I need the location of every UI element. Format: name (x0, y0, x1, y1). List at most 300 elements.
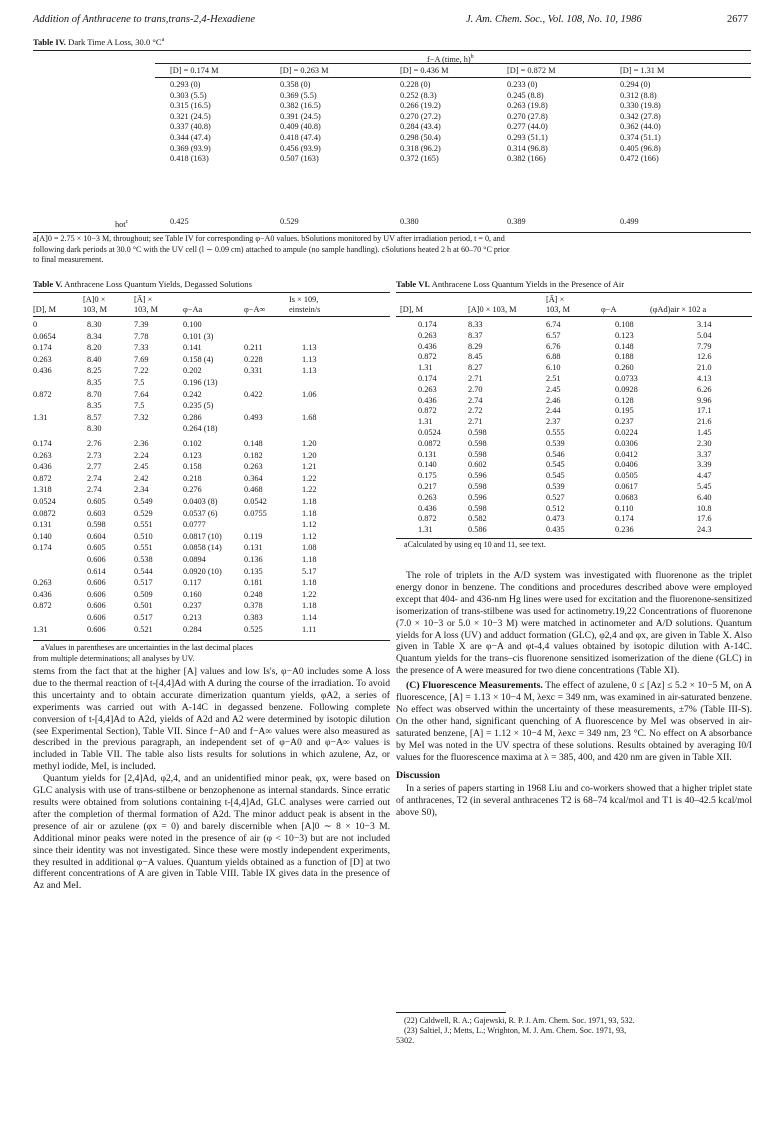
table-v-cell: 7.39 (134, 320, 149, 329)
table-vi-cell: 4.13 (697, 374, 712, 383)
table-v-cell: 8.25 (87, 366, 102, 376)
table-iv-cell: 0.369 (5.5) (280, 90, 317, 100)
table-v-cell: 0.0858 (14) (183, 543, 222, 553)
running-header-title: Addition of Anthracene to trans,trans-2,4-Hexadiene (33, 14, 256, 25)
table-v-cell: 7.33 (134, 343, 149, 353)
table-vi-cell: 0.263 (418, 492, 437, 502)
table-v-cell: 1.11 (302, 624, 317, 634)
table-iv-cell: 0.321 (24.5) (170, 111, 211, 121)
table-v-cell: 0.123 (183, 450, 202, 460)
table-v-column-header: Is × 109, (289, 295, 319, 304)
table-v-cell: 0.211 (244, 343, 263, 353)
table-v-cell: 0.378 (244, 601, 263, 611)
table-v-cell: 8.57 (87, 412, 102, 422)
table-v-cell: 1.22 (302, 473, 317, 483)
table-vi-cell: 3.14 (697, 320, 712, 329)
table-v-cell: 0.529 (134, 508, 153, 518)
table-vi-cell: 0.174 (418, 374, 437, 383)
left-column-text (33, 666, 390, 892)
table-vi-cell: 6.10 (546, 363, 561, 373)
table-iv-cell: 0.315 (16.5) (170, 101, 211, 111)
table-iv-caption: Table IV. Dark Time A Loss, 30.0 $^\circ C^a$ (33, 37, 165, 47)
table-vi-cell: 4.47 (697, 471, 712, 481)
table-vi-cell: 0.0524 (418, 428, 441, 437)
table-iv-hot-cell: 0.389 (507, 217, 526, 226)
table-iv-cell: 0.294 (0) (620, 80, 651, 89)
table-v-cell: 1.13 (302, 354, 317, 364)
footnote-rule (396, 1012, 506, 1013)
table-vi-cell: 0.545 (546, 471, 565, 481)
table-vi-cell: 2.51 (546, 374, 561, 383)
table-v-cell: 0.181 (244, 578, 263, 588)
table-vi-cell: 0.217 (418, 482, 437, 491)
table-vi-cell: 0.237 (615, 417, 634, 427)
table-v-cell: 0.0755 (244, 508, 267, 518)
table-v-cell: 7.78 (134, 331, 149, 341)
table-v-cell: 0.218 (183, 473, 202, 483)
table-v-cell: 0.501 (134, 601, 153, 611)
table-vi-cell: 2.46 (546, 395, 561, 405)
table-v-cell: 0.872 (33, 473, 52, 483)
table-iv-cell: 0.270 (27.8) (507, 111, 548, 121)
table-v-cell: 8.30 (87, 424, 102, 434)
table-v-cell: 0.102 (183, 439, 202, 448)
table-iv-cell: 0.382 (16.5) (280, 101, 321, 111)
table-iv-cell: 0.330 (19.8) (620, 101, 661, 111)
table-v-cell: 2.36 (134, 439, 149, 448)
table-v-cell: 0.517 (134, 613, 153, 622)
table-vi-cell: 8.33 (468, 320, 483, 329)
table-v-bottom-rule (33, 640, 390, 641)
table-v-cell: 0.160 (183, 589, 202, 599)
paragraph: In a series of papers starting in 1968 Liu and co-workers showed that a higher triplet state of anthracenes, T2 (in several anthracenes T2 is 68–74 kcal/mol and T1 is 40–42.5 kcal/mol above S0), (396, 783, 752, 819)
table-iv-cell: 0.266 (19.2) (400, 101, 441, 111)
table-v-cell: 0.0537 (6) (183, 508, 218, 518)
table-vi-column-header: 103, M (546, 305, 570, 314)
table-vi-cell: 0.436 (418, 341, 437, 351)
table-v-cell: 0.538 (134, 555, 153, 564)
table-v-cell: 2.42 (134, 473, 149, 483)
table-iv-top-rule (33, 50, 751, 51)
table-iv-cell: 0.358 (0) (280, 80, 311, 89)
table-iv-span-rule (155, 63, 751, 64)
table-iv-cell: 0.391 (24.5) (280, 111, 321, 121)
table-vi-cell: 2.70 (468, 384, 483, 394)
table-vi-header-rule (396, 316, 752, 317)
table-vi-caption: Table VI. Anthracene Loss Quantum Yields in the Presence of Air (396, 279, 625, 289)
table-iv-cell: 0.409 (40.8) (280, 122, 321, 132)
table-v-cell: 0.0920 (10) (183, 566, 222, 576)
table-vi-cell: 0.872 (418, 406, 437, 416)
table-v-cell: 0.0403 (8) (183, 497, 218, 506)
table-vi-cell: 0.0306 (615, 438, 638, 448)
table-iv-hot-cell: 0.380 (400, 217, 419, 226)
table-v-cell: 0.436 (33, 589, 52, 599)
table-iv-cell: 0.344 (47.4) (170, 133, 211, 142)
table-v-cell: 0.237 (183, 601, 202, 611)
table-v-cell: 0.383 (244, 613, 263, 622)
paragraph: The role of triplets in the A/D system was investigated with fluorenone as the triplet energy donor in benzene. The conditions and procedures described above were employed except that 404- and 436-nm Hg lines were used for excitation and the fluorenone-sensitized isomerization of trans-stilbene was used for actinometry.19,22 Concentrations of fluorenone (7.0 × 10−3 or 5.0 × 10−3 M) were matched in actinometer and A/D solutions. Quantum yields for A loss (UV) and adduct formation (GLC), φ2,4 and φx, are given in Table X. Also given in Table X are φ−A and φt-4,4 values obtained by isotopic dilution with A-14C. Quantum yields for the trans–cis fluorenone sensitized isomerization of the diene (GLC) in the presence of A were measured for two diene concentrations (Table XI). (396, 570, 752, 677)
table-vi-cell: 0.596 (468, 492, 487, 502)
table-v-cell: 0.436 (33, 462, 52, 472)
table-v-cell: 0.242 (183, 389, 202, 399)
table-vi-cell: 0.545 (546, 460, 565, 470)
table-v-cell: 0.517 (134, 578, 153, 588)
table-v-cell: 1.12 (302, 531, 317, 541)
table-vi-cell: 8.27 (468, 363, 483, 373)
table-iv-hot-cell: 0.529 (280, 217, 299, 226)
table-v-cell: 0.525 (244, 624, 263, 634)
table-vi-cell: 0.0683 (615, 492, 638, 502)
table-v-cell: 0 (33, 320, 38, 329)
table-vi-cell: 24.3 (697, 525, 712, 535)
table-iv-cell: 0.337 (40.8) (170, 122, 211, 132)
table-v-cell: 0.605 (87, 497, 106, 506)
table-v-footnote: aValues in parentheses are uncertainties in the last decimal places from multiple determinations; all analyses by UV. (33, 643, 253, 663)
table-vi-cell: 1.31 (418, 525, 433, 535)
table-v-cell: 0.872 (33, 389, 52, 399)
table-vi-cell: 0.0928 (615, 384, 638, 394)
table-iv-cell: 0.372 (165) (400, 154, 439, 164)
table-v-cell: 1.31 (33, 412, 48, 422)
table-v-cell: 0.148 (244, 439, 263, 448)
table-vi-cell: 8.45 (468, 352, 483, 362)
table-vi-cell: 0.0224 (615, 428, 638, 437)
table-v-cell: 1.18 (302, 508, 317, 518)
table-v-cell: 0.0654 (33, 331, 56, 341)
table-vi-cell: 0.473 (546, 514, 565, 524)
table-vi-cell: 5.45 (697, 482, 712, 491)
table-v-column-header: [A]0 × (83, 295, 106, 304)
table-v-cell: 2.77 (87, 462, 102, 472)
table-v-cell: 0.0777 (183, 520, 206, 530)
table-v-cell: 0.264 (18) (183, 424, 218, 434)
table-iv-cell: 0.293 (0) (170, 80, 201, 89)
table-v-cell: 8.35 (87, 401, 102, 411)
table-v-cell: 1.22 (302, 485, 317, 495)
table-iv-hot-cell: 0.425 (170, 217, 189, 226)
table-vi-cell: 7.79 (697, 341, 712, 351)
table-v-cell: 2.24 (134, 450, 149, 460)
reference-22: (22) Caldwell, R. A.; Gajewski, R. P. J. Am. Chem. Soc. 1971, 93, 532. (404, 1016, 635, 1025)
paragraph: Quantum yields for [2,4]Ad, φ2,4, and an unidentified minor peak, φx, were based on GLC analysis with use of trans-stilbene or benzophenone as internal standards. Since erratic results were obtained from solutions containing t-[4,4]Ad, GLC analyses were carried out after the completion of thermal formation of A2d. The minor adduct peak is absent in the presence of air or azulene (φx = 0) and barely discernible when [A]0 ∼ 8 × 10−3 M. Additional minor peaks were noted in the presence of air (φ < 10−3) but are not included since their identity was not investigated. Since these were mostly independent experiments, they resulted in additional φ−A values. Quantum yields obtained as a function of [D] at two different concentrations of A are given in Table VIII. Table IX gives data in the presence of Az and MeI. (33, 773, 390, 892)
table-v-cell: 0.0894 (183, 555, 206, 564)
table-v-cell: 0.0542 (244, 497, 267, 506)
table-vi-cell: 0.555 (546, 428, 565, 437)
table-vi-cell: 0.598 (468, 503, 487, 513)
table-iv-cell: 0.362 (44.0) (620, 122, 661, 132)
table-vi-cell: 0.0617 (615, 482, 638, 491)
table-v-cell: 0.604 (87, 531, 106, 541)
table-v-cell: 7.69 (134, 354, 149, 364)
table-v-cell: 8.35 (87, 378, 102, 387)
table-v-cell: 1.06 (302, 389, 317, 399)
table-v-cell: 7.5 (134, 378, 145, 387)
table-v-cell: 0.468 (244, 485, 263, 495)
table-v-cell: 0.551 (134, 520, 153, 530)
table-vi-cell: 6.40 (697, 492, 712, 502)
table-iv-hot-label: hot$^c$ (115, 219, 129, 229)
table-v-cell: 8.34 (87, 331, 102, 341)
table-v-cell: 0.603 (87, 508, 106, 518)
table-v-cell: 1.18 (302, 601, 317, 611)
table-vi-cell: 2.71 (468, 374, 483, 383)
table-vi-cell: 0.260 (615, 363, 634, 373)
table-iv-cell: 0.284 (43.4) (400, 122, 441, 132)
table-iv-hot-cell: 0.499 (620, 217, 639, 226)
table-vi-column-header: [Ā] × (546, 295, 565, 304)
table-vi-cell: 5.04 (697, 330, 712, 340)
table-vi-cell: 0.108 (615, 320, 634, 329)
table-iv-column-header: [D] = 0.263 M (280, 66, 329, 75)
table-v-cell: 2.74 (87, 485, 102, 495)
table-vi-cell: 0.188 (615, 352, 634, 362)
table-vi-cell: 1.45 (697, 428, 712, 437)
table-vi-column-header: [A]0 × 103, M (468, 305, 517, 314)
table-v-cell: 0.606 (87, 613, 106, 622)
table-iv-cell: 0.472 (166) (620, 154, 659, 164)
table-v-cell: 8.70 (87, 389, 102, 399)
table-v-cell: 0.606 (87, 589, 106, 599)
table-v-cell: 0.158 (183, 462, 202, 472)
table-v-cell: 0.544 (134, 566, 153, 576)
table-v-cell: 0.263 (33, 578, 52, 588)
table-vi-cell: 21.0 (697, 363, 712, 373)
table-v-cell: 0.263 (33, 450, 52, 460)
table-iv-cell: 0.382 (166) (507, 154, 546, 164)
table-v-cell: 2.74 (87, 473, 102, 483)
table-iv-cell: 0.245 (8.8) (507, 90, 544, 100)
table-v-cell: 0.286 (183, 412, 202, 422)
table-v-column-header: [Ā] × (134, 295, 153, 304)
table-vi-cell: 0.512 (546, 503, 565, 513)
table-v-cell: 0.551 (134, 543, 153, 553)
table-vi-cell: 0.436 (418, 503, 437, 513)
table-v-cell: 0.598 (87, 520, 106, 530)
table-iv-cell: 0.298 (50.4) (400, 133, 441, 142)
table-vi-cell: 0.527 (546, 492, 565, 502)
table-v-cell: 0.606 (87, 578, 106, 588)
table-vi-cell: 17.1 (697, 406, 712, 416)
table-vi-cell: 0.872 (418, 514, 437, 524)
table-v-cell: 1.08 (302, 543, 317, 553)
table-vi-cell: 12.6 (697, 352, 712, 362)
table-v-cell: 0.174 (33, 343, 52, 353)
table-iv-cell: 0.263 (19.8) (507, 101, 548, 111)
table-v-cell: 0.606 (87, 601, 106, 611)
table-v-cell: 0.521 (134, 624, 153, 634)
table-v-cell: 0.174 (33, 543, 52, 553)
table-v-cell: 0.100 (183, 320, 202, 329)
table-iv-cell: 0.252 (8.3) (400, 90, 437, 100)
table-vi-cell: 0.436 (418, 395, 437, 405)
table-v-cell: 1.18 (302, 497, 317, 506)
table-vi-bottom-rule (396, 538, 752, 539)
table-v-cell: 0.422 (244, 389, 263, 399)
table-iv-cell: 0.374 (51.1) (620, 133, 661, 142)
table-v-column-header: [D], M (33, 305, 57, 314)
table-vi-cell: 2.72 (468, 406, 483, 416)
table-iv-cell: 0.418 (47.4) (280, 133, 321, 142)
section-heading-fluorescence: (C) Fluorescence Measurements. (406, 680, 543, 692)
table-v-cell: 1.18 (302, 578, 317, 588)
table-vi-cell: 6.57 (546, 330, 561, 340)
table-vi-top-rule (396, 292, 752, 293)
table-iv-footnote: a[A]0 = 2.75 × 10−3 M, throughout; see Table IV for corresponding φ−A0 values. bSolutions monitored by UV after irradiation period, t = 0, and following dark periods at 30.0 °C with the UV cell (l ∼ 0.09 cm) attached to ampule (no sample handling). cSolutions heated 2 h at 60–70 °C prior to final measurement. (33, 234, 510, 265)
table-v-cell: 0.235 (5) (183, 401, 214, 411)
table-vi-cell: 6.26 (697, 384, 712, 394)
table-iv-cell: 0.312 (8.8) (620, 90, 657, 100)
table-v-column-header: φ−A∞ (244, 305, 266, 314)
table-vi-cell: 0.128 (615, 395, 634, 405)
table-v-cell: 1.13 (302, 366, 317, 376)
table-v-cell: 0.158 (4) (183, 354, 214, 364)
table-vi-cell: 8.37 (468, 330, 483, 340)
table-iv-column-header: [D] = 1.31 M (620, 66, 665, 75)
table-v-cell: 0.493 (244, 412, 263, 422)
table-v-cell: 0.136 (244, 555, 263, 564)
table-v-cell: 1.68 (302, 412, 317, 422)
table-iv-cell: 0.507 (163) (280, 154, 319, 164)
table-iv-cell: 0.303 (5.5) (170, 90, 207, 100)
table-vi-cell: 6.88 (546, 352, 561, 362)
table-v-cell: 1.20 (302, 450, 317, 460)
paragraph: stems from the fact that at the higher [A] values and low Is's, φ−A0 includes some A loss due to the thermal reaction of t-[4,4]Ad with A during the course of the irradiation. To avoid this uncertainty and to obtain accurate dimerization quantum yields, φA2, a series of experiments was carried out with A-14C in degassed benzene. Following complete conversion of t-[4,4]Ad to A2d, yields of A2d and A2 were determined by isotopic dilution (see Experimental Section), Table VII. Since f−A0 and f−A∞ values were also measured as described in the previous paragraph, an independent set of φ−A0 and φ−A∞ values is included in Table VII. The table also lists results for solutions in which azulene, Az, or methyl iodide, MeI, is included. (33, 666, 390, 773)
table-v-cell: 8.20 (87, 343, 102, 353)
table-v-cell: 1.13 (302, 343, 317, 353)
table-v-cell: 0.0524 (33, 497, 56, 506)
table-vi-cell: 0.598 (468, 449, 487, 459)
table-v-cell: 0.364 (244, 473, 263, 483)
table-iv-cell: 0.369 (93.9) (170, 143, 211, 153)
table-v-cell: 0.509 (134, 589, 153, 599)
table-vi-cell: 0.586 (468, 525, 487, 535)
table-v-cell: 0.174 (33, 439, 52, 448)
table-v-cell: 7.32 (134, 412, 149, 422)
table-v-cell: 0.276 (183, 485, 202, 495)
table-v-cell: 0.0872 (33, 508, 56, 518)
table-v-column-header: einstein/s (289, 305, 321, 314)
paragraph: (C) Fluorescence Measurements. The effect of azulene, 0 ≤ [Az] ≤ 5.2 × 10−5 M, on A fluorescence, [A] = 1.13 × 10−4 M, λexc = 349 nm, was examined in air-saturated benzene. No effect was observed within the uncertainty of these measurements, ±7% (Table III-S). On the other hand, significant quenching of A fluorescence by MeI was observed in air-saturated benzene, [A] = 1.12 × 10−4 M, λexc = 349 nm, 23 °C. No effect on A absorbance by MeI was noted in the UV spectra of these solutions. Results obtained by averaging I0/I values for the fluorescence maxima at λ = 385, 400, and 420 nm are given in Table XII. (396, 680, 752, 763)
table-v-top-rule (33, 292, 390, 293)
table-v-cell: 0.549 (134, 497, 153, 506)
table-iv-header-rule (155, 77, 751, 78)
reference-23-cont: 5302. (396, 1036, 415, 1046)
table-v-cell: 0.131 (33, 520, 52, 530)
table-iv-cell: 0.318 (96.2) (400, 143, 441, 153)
table-v-caption: Table V. Anthracene Loss Quantum Yields, Degassed Solutions (33, 279, 252, 289)
table-v-cell: 7.5 (134, 401, 145, 411)
table-vi-cell: 0.174 (615, 514, 634, 524)
table-vi-cell: 6.76 (546, 341, 561, 351)
table-v-cell: 0.605 (87, 543, 106, 553)
table-vi-column-header: φ−A (601, 305, 617, 314)
table-vi-cell: 0.123 (615, 330, 634, 340)
table-v-cell: 1.14 (302, 613, 317, 622)
table-vi-footnote: aCalculated by using eq 10 and 11, see text. (404, 540, 546, 549)
table-vi-cell: 0.435 (546, 525, 565, 535)
table-v-cell: 0.263 (33, 354, 52, 364)
table-iv-cell: 0.456 (93.9) (280, 143, 321, 153)
table-v-cell: 0.606 (87, 624, 106, 634)
table-iv-span-header: f−A (time, h)$^b$ (427, 54, 474, 64)
table-v-cell: 0.614 (87, 566, 106, 576)
table-vi-cell: 0.0505 (615, 471, 638, 481)
table-v-cell: 0.131 (244, 543, 263, 553)
table-v-column-header: 103, M (83, 305, 107, 314)
table-v-cell: 0.140 (33, 531, 52, 541)
table-v-cell: 8.40 (87, 354, 102, 364)
table-v-cell: 1.318 (33, 485, 52, 495)
table-v-cell: 1.31 (33, 624, 48, 634)
table-vi-cell: 0.539 (546, 438, 565, 448)
table-vi-cell: 0.0406 (615, 460, 638, 470)
table-vi-cell: 0.546 (546, 449, 565, 459)
table-vi-cell: 0.598 (468, 428, 487, 437)
table-vi-cell: 9.96 (697, 395, 712, 405)
table-v-cell: 2.76 (87, 439, 102, 448)
table-v-cell: 1.12 (302, 520, 317, 530)
table-v-cell: 0.119 (244, 531, 263, 541)
table-vi-cell: 0.263 (418, 384, 437, 394)
table-v-column-header: 103, M (134, 305, 158, 314)
table-vi-cell: 2.74 (468, 395, 483, 405)
table-v-cell: 0.101 (3) (183, 331, 214, 341)
table-v-cell: 0.872 (33, 601, 52, 611)
table-vi-cell: 0.236 (615, 525, 634, 535)
table-vi-cell: 0.110 (615, 503, 634, 513)
table-vi-cell: 2.45 (546, 384, 561, 394)
table-v-cell: 0.606 (87, 555, 106, 564)
table-v-column-header: φ−Aa (183, 305, 203, 314)
table-vi-cell: 0.602 (468, 460, 487, 470)
table-vi-cell: 6.74 (546, 320, 561, 329)
table-v-cell: 0.196 (13) (183, 378, 218, 387)
table-vi-cell: 3.39 (697, 460, 712, 470)
table-vi-cell: 0.582 (468, 514, 487, 524)
right-column-text (396, 570, 752, 819)
table-iv-cell: 0.293 (51.1) (507, 133, 548, 142)
table-v-cell: 0.331 (244, 366, 263, 376)
table-iv-cell: 0.277 (44.0) (507, 122, 548, 132)
table-vi-cell: 0.539 (546, 482, 565, 491)
page-number: 2677 (727, 14, 748, 25)
table-iv-bottom-rule (33, 232, 751, 233)
table-v-cell: 0.135 (244, 566, 263, 576)
table-vi-cell: 0.872 (418, 352, 437, 362)
table-v-cell: 0.0817 (10) (183, 531, 222, 541)
table-v-cell: 0.228 (244, 354, 263, 364)
table-iv-cell: 0.270 (27.2) (400, 111, 441, 121)
table-v-cell: 5.17 (302, 566, 317, 576)
table-iv-column-header: [D] = 0.174 M (170, 66, 219, 75)
table-v-cell: 0.182 (244, 450, 263, 460)
table-v-cell: 2.34 (134, 485, 149, 495)
table-vi-cell: 2.30 (697, 438, 712, 448)
table-vi-cell: 1.31 (418, 417, 433, 427)
table-vi-cell: 0.175 (418, 471, 437, 481)
table-vi-cell: 0.0412 (615, 449, 638, 459)
table-v-cell: 1.22 (302, 589, 317, 599)
table-v-cell: 0.284 (183, 624, 202, 634)
table-vi-cell: 0.140 (418, 460, 437, 470)
table-vi-cell: 10.8 (697, 503, 712, 513)
table-vi-cell: 0.598 (468, 482, 487, 491)
table-vi-cell: 2.44 (546, 406, 561, 416)
table-vi-column-header: [D], M (400, 305, 424, 314)
table-iv-cell: 0.314 (96.8) (507, 143, 548, 153)
table-v-cell: 0.141 (183, 343, 202, 353)
